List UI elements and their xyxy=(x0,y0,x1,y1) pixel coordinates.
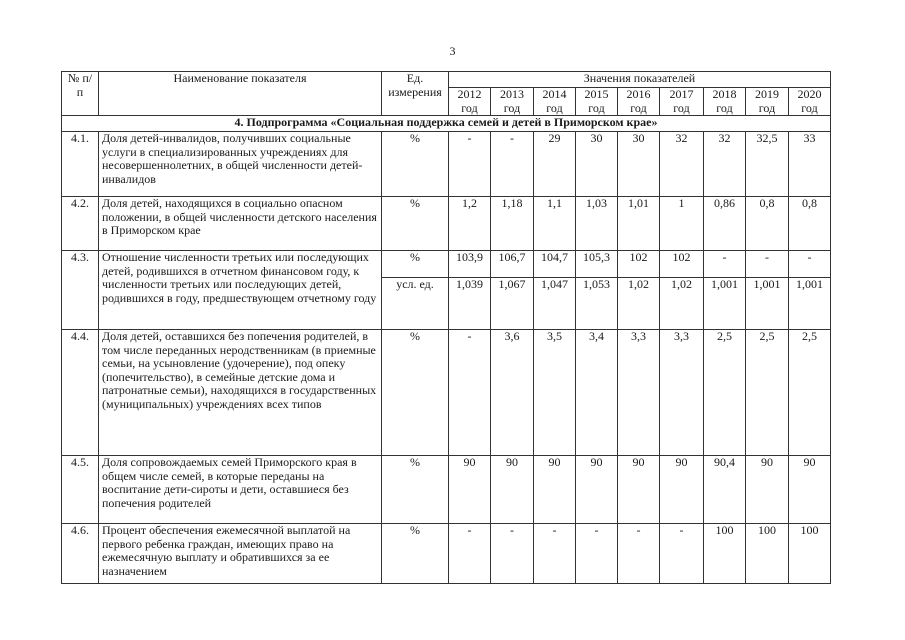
value-cell: 100 xyxy=(704,524,746,584)
header-values-title: Значения показателей xyxy=(449,72,831,88)
value-cell: 2,5 xyxy=(746,330,789,456)
value-cell: 90 xyxy=(746,456,789,524)
value-cell: 1,053 xyxy=(576,278,618,330)
value-cell: - xyxy=(449,330,491,456)
row-num: 4.4. xyxy=(62,330,99,456)
header-year-2015: 2015 год xyxy=(576,88,618,116)
value-cell: 90 xyxy=(491,456,534,524)
row-num: 4.2. xyxy=(62,197,99,251)
value-cell: 90,4 xyxy=(704,456,746,524)
row-unit: усл. ед. xyxy=(382,278,449,330)
row-name: Доля детей-инвалидов, получивших социальные услуги в специализированных учреждениях для несовершеннолетних, в общей численности детей-инвалидов xyxy=(99,132,382,197)
table-row xyxy=(62,251,831,278)
value-cell: 0,86 xyxy=(704,197,746,251)
row-num: 4.3. xyxy=(62,251,99,330)
value-cell: 2,5 xyxy=(789,330,831,456)
value-cell: 1,067 xyxy=(491,278,534,330)
value-cell: - xyxy=(449,524,491,584)
value-cell: 33 xyxy=(789,132,831,197)
value-cell: 1,1 xyxy=(534,197,576,251)
value-cell: - xyxy=(449,132,491,197)
value-cell: 30 xyxy=(576,132,618,197)
row-unit: % xyxy=(382,456,449,524)
indicators-table xyxy=(61,71,831,584)
value-cell: - xyxy=(491,524,534,584)
value-cell: 30 xyxy=(618,132,660,197)
value-cell: - xyxy=(576,524,618,584)
row-unit: % xyxy=(382,524,449,584)
value-cell: 1,18 xyxy=(491,197,534,251)
value-cell: 106,7 xyxy=(491,251,534,278)
value-cell: 1,001 xyxy=(789,278,831,330)
header-year-2016: 2016 год xyxy=(618,88,660,116)
value-cell: 1,01 xyxy=(618,197,660,251)
value-cell: - xyxy=(534,524,576,584)
header-num: № п/п xyxy=(62,72,99,116)
value-cell: 3,4 xyxy=(576,330,618,456)
value-cell: 90 xyxy=(660,456,704,524)
header-year-2012: 2012 год xyxy=(449,88,491,116)
value-cell: 0,8 xyxy=(746,197,789,251)
value-cell: 90 xyxy=(618,456,660,524)
value-cell: 1,03 xyxy=(576,197,618,251)
value-cell: 0,8 xyxy=(789,197,831,251)
header-year-2017: 2017 год xyxy=(660,88,704,116)
value-cell: - xyxy=(704,251,746,278)
value-cell: 90 xyxy=(789,456,831,524)
table-row xyxy=(62,456,831,524)
value-cell: 32 xyxy=(704,132,746,197)
value-cell: 1,001 xyxy=(704,278,746,330)
value-cell: 100 xyxy=(789,524,831,584)
header-year-2014: 2014 год xyxy=(534,88,576,116)
value-cell: 102 xyxy=(618,251,660,278)
section-title: 4. Подпрограмма «Социальная поддержка семей и детей в Приморском крае» xyxy=(62,116,831,132)
value-cell: 90 xyxy=(449,456,491,524)
header-year-2020: 2020 год xyxy=(789,88,831,116)
value-cell: 1,039 xyxy=(449,278,491,330)
value-cell: 1,2 xyxy=(449,197,491,251)
value-cell: 3,5 xyxy=(534,330,576,456)
row-unit: % xyxy=(382,251,449,278)
row-name: Доля детей, находящихся в социально опасном положении, в общей численности детского населения в Приморском крае xyxy=(99,197,382,251)
header-name: Наименование показателя xyxy=(99,72,382,116)
row-name: Доля детей, оставшихся без попечения родителей, в том числе переданных неродственникам (в приемные семьи, на усыновление (удочерение), под опеку (попечительство), в семейные детские дома и патронатные семьи), находящихся в государственных (муниципальных) учреждениях всех типов xyxy=(99,330,382,456)
value-cell: 1,001 xyxy=(746,278,789,330)
row-num: 4.1. xyxy=(62,132,99,197)
value-cell: 3,3 xyxy=(618,330,660,456)
header-year-2018: 2018 год xyxy=(704,88,746,116)
value-cell: 104,7 xyxy=(534,251,576,278)
table-row xyxy=(62,330,831,456)
header-year-2013: 2013 год xyxy=(491,88,534,116)
header-year-2019: 2019 год xyxy=(746,88,789,116)
value-cell: - xyxy=(660,524,704,584)
value-cell: 1,02 xyxy=(660,278,704,330)
value-cell: 100 xyxy=(746,524,789,584)
value-cell: 32 xyxy=(660,132,704,197)
value-cell: - xyxy=(789,251,831,278)
row-name: Отношение численности третьих или последующих детей, родившихся в отчетном финансовом году, к численности третьих или последующих детей, родившихся в году, предшествующем отчетному году xyxy=(99,251,382,330)
header-unit: Ед. измерения xyxy=(382,72,449,116)
value-cell: - xyxy=(491,132,534,197)
value-cell: 1,02 xyxy=(618,278,660,330)
value-cell: 1,047 xyxy=(534,278,576,330)
row-num: 4.6. xyxy=(62,524,99,584)
value-cell: 90 xyxy=(576,456,618,524)
row-unit: % xyxy=(382,132,449,197)
value-cell: - xyxy=(618,524,660,584)
row-unit: % xyxy=(382,330,449,456)
table-row xyxy=(62,132,831,197)
row-name: Доля сопровождаемых семей Приморского края в общем числе семей, в которые переданы на воспитание дети-сироты и дети, оставшиеся без попечения родителей xyxy=(99,456,382,524)
value-cell: 3,3 xyxy=(660,330,704,456)
table-row xyxy=(62,524,831,584)
table-row xyxy=(62,197,831,251)
value-cell: 90 xyxy=(534,456,576,524)
value-cell: 1 xyxy=(660,197,704,251)
value-cell: 103,9 xyxy=(449,251,491,278)
value-cell: 102 xyxy=(660,251,704,278)
value-cell: - xyxy=(746,251,789,278)
value-cell: 3,6 xyxy=(491,330,534,456)
value-cell: 2,5 xyxy=(704,330,746,456)
page-number: 3 xyxy=(449,44,456,58)
row-unit: % xyxy=(382,197,449,251)
value-cell: 32,5 xyxy=(746,132,789,197)
value-cell: 29 xyxy=(534,132,576,197)
row-name: Процент обеспечения ежемесячной выплатой на первого ребенка граждан, имеющих право на ежемесячную выплату и обратившихся за ее назначением xyxy=(99,524,382,584)
value-cell: 105,3 xyxy=(576,251,618,278)
row-num: 4.5. xyxy=(62,456,99,524)
